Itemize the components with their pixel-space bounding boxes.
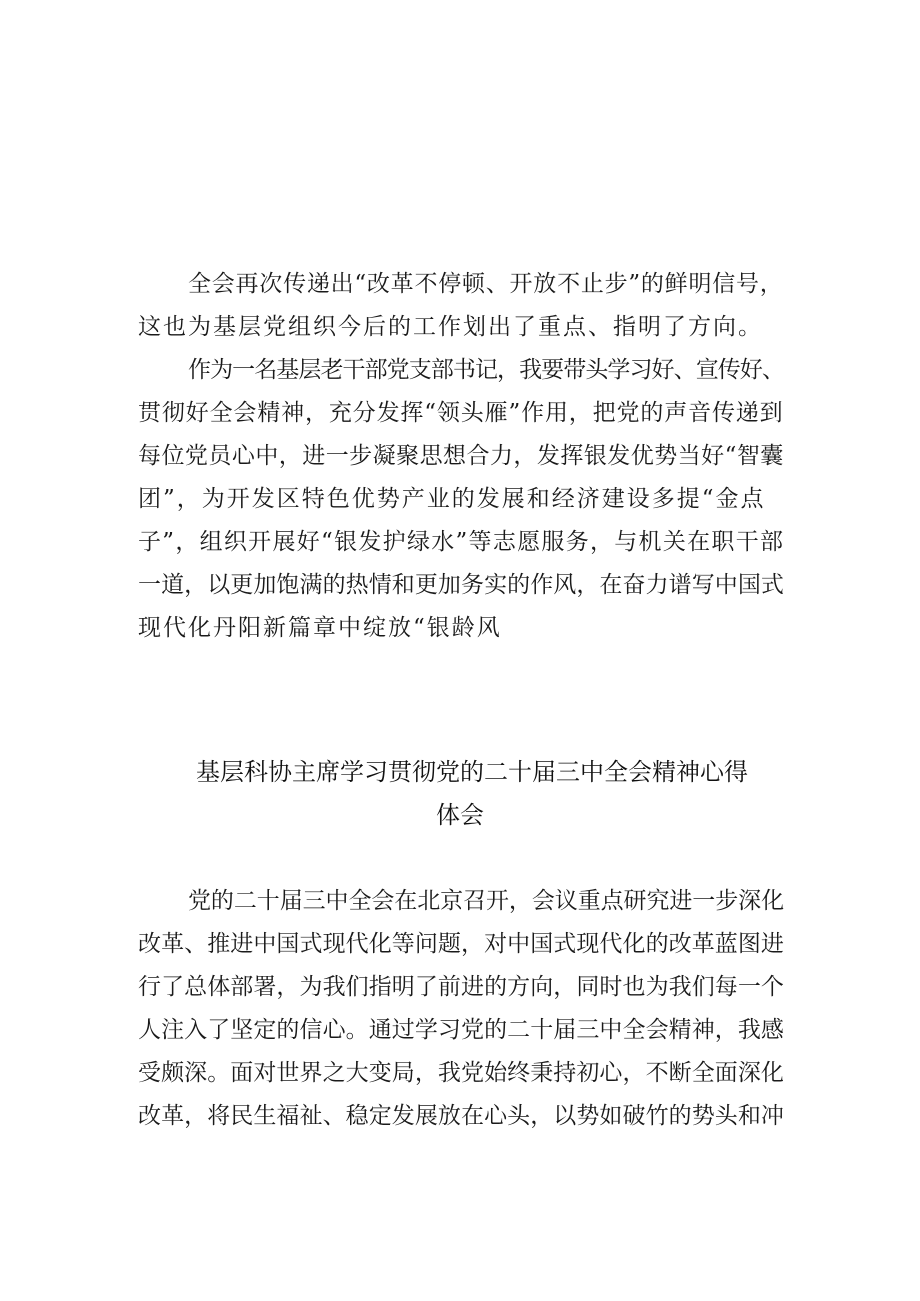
title-line-1: 基层科协主席学习贯彻党的二十届三中全会精神心得 bbox=[196, 758, 748, 786]
paragraph-line: 一道，以更加饱满的热情和更加务实的作风，在奋力谱写中国式 bbox=[138, 572, 784, 598]
paragraph-line: 改革，将民生福祉、稳定发展放在心头，以势如破竹的势头和冲 bbox=[138, 1103, 784, 1129]
paragraph-line: 团”，为开发区特色优势产业的发展和经济建设多提“金点 bbox=[138, 486, 766, 512]
paragraph-line: 子”，组织开展好“银发护绿水”等志愿服务，与机关在职干部 bbox=[138, 529, 785, 555]
paragraph-line: 行了总体部署，为我们指明了前进的方向，同时也为我们每一个 bbox=[138, 974, 784, 1000]
paragraph-line: 作为一名基层老干部党支部书记，我要带头学习好、宣传好、 bbox=[188, 357, 785, 383]
paragraph-line: 党的二十届三中全会在北京召开，会议重点研究进一步深化 bbox=[188, 888, 785, 914]
paragraph-line: 受颇深。面对世界之大变局，我党始终秉持初心，不断全面深化 bbox=[138, 1060, 784, 1086]
paragraph-line: 这也为基层党组织今后的工作划出了重点、指明了方向。 bbox=[138, 314, 763, 340]
paragraph-line: 改革、推进中国式现代化等问题，对中国式现代化的改革蓝图进 bbox=[138, 931, 784, 957]
paragraph-line: 每位党员心中，进一步凝聚思想合力，发挥银发优势当好“智囊 bbox=[138, 443, 784, 469]
title-line-2: 体会 bbox=[436, 801, 484, 829]
paragraph-line: 人注入了坚定的信心。通过学习党的二十届三中全会精神，我感 bbox=[138, 1017, 784, 1043]
paragraph-line: 现代化丹阳新篇章中绽放“银龄风 bbox=[138, 615, 502, 641]
paragraph-line: 全会再次传递出“改革不停顿、开放不止步”的鲜明信号， bbox=[188, 271, 784, 297]
paragraph-line: 贯彻好全会精神，充分发挥“领头雁”作用，把党的声音传递到 bbox=[138, 400, 784, 426]
